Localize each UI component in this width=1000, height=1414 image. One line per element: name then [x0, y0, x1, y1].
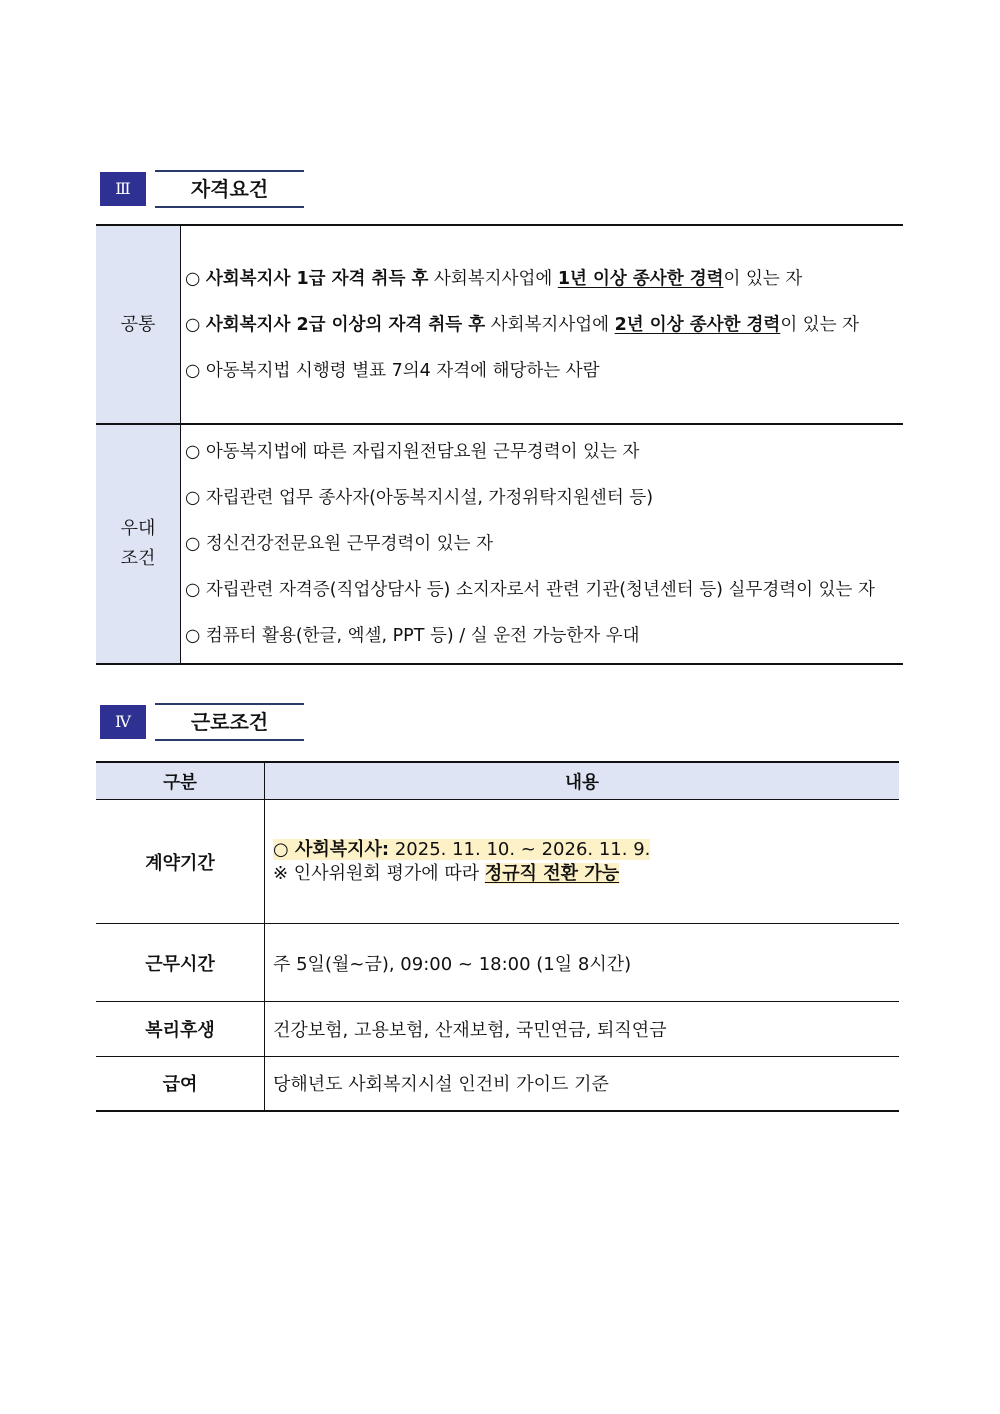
text: 사회복지사업에	[428, 268, 558, 289]
text: 이 있는 자	[780, 314, 860, 335]
list-item: ○ 컴퓨터 활용(한글, 엑셀, PPT 등) / 실 운전 가능한자 우대	[185, 626, 640, 646]
bullet: ○	[185, 268, 206, 289]
table-row-hours	[96, 924, 899, 1002]
section-number: Ⅲ	[100, 172, 146, 206]
common-items	[181, 225, 904, 424]
label-line: 조건	[120, 548, 156, 569]
text: ※ 인사위원회 평가에 따라	[273, 862, 485, 884]
qualifications-table	[96, 224, 903, 665]
row-label: 복리후생	[96, 1002, 265, 1057]
section-title: 근로조건	[155, 703, 304, 741]
text: 사회복지사업에	[485, 314, 615, 335]
list-item: ○ 아동복지법 시행령 별표 7의4 자격에 해당하는 사람	[185, 360, 600, 381]
common-row	[96, 225, 903, 424]
table-row-welfare	[96, 1002, 899, 1057]
label-line: 우대	[120, 518, 156, 539]
contract-value	[265, 800, 900, 924]
column-header-category: 구분	[96, 762, 265, 800]
row-label: 급여	[96, 1057, 265, 1111]
table-header-row	[96, 762, 899, 800]
row-value: 당해년도 사회복지시설 인건비 가이드 기준	[265, 1057, 900, 1111]
work-conditions-table	[96, 761, 899, 1112]
underlined-text: 1년 이상 종사한 경력	[557, 268, 724, 289]
row-label: 근무시간	[96, 924, 265, 1002]
preferred-row	[96, 424, 903, 664]
list-item	[181, 256, 903, 302]
period-text: 2025. 11. 10. ~ 2026. 11. 9.	[389, 838, 651, 860]
bold-text: 사회복지사 1급 자격 취득 후	[205, 268, 429, 289]
table-row-salary	[96, 1057, 899, 1111]
row-value: 건강보험, 고용보험, 산재보험, 국민연금, 퇴직연금	[265, 1002, 900, 1057]
underlined-text: 2년 이상 종사한 경력	[614, 314, 781, 335]
section-number: Ⅳ	[100, 705, 146, 739]
column-header-content: 내용	[265, 762, 900, 800]
section-title: 자격요건	[155, 170, 304, 208]
list-item: ○ 정신건강전문요원 근무경력이 있는 자	[185, 534, 493, 554]
common-label: 공통	[96, 225, 181, 424]
preferred-label	[96, 424, 181, 664]
list-item: ○ 아동복지법에 따른 자립지원전담요원 근무경력이 있는 자	[185, 442, 640, 462]
table-row-contract	[96, 800, 899, 924]
preferred-items	[181, 424, 904, 664]
section-3-header	[100, 170, 304, 208]
bold-text: 사회복지사 2급 이상의 자격 취득 후	[205, 314, 486, 335]
underlined-text: 정규직 전환 가능	[484, 862, 620, 884]
row-value: 주 5일(월~금), 09:00 ~ 18:00 (1일 8시간)	[265, 924, 900, 1002]
bullet: ○	[185, 314, 206, 335]
list-item: ○ 자립관련 업무 종사자(아동복지시설, 가정위탁지원센터 등)	[185, 488, 654, 508]
contract-line-2	[273, 862, 899, 886]
list-item	[181, 302, 903, 348]
row-label: 계약기간	[96, 800, 265, 924]
section-4-header	[100, 703, 304, 741]
bold-text: ○ 사회복지사:	[273, 838, 390, 860]
list-item: ○ 자립관련 자격증(직업상담사 등) 소지자로서 관련 기관(청년센터 등) 실무경력이 있는 자	[185, 580, 875, 600]
contract-line-1	[273, 838, 899, 862]
text: 이 있는 자	[723, 268, 803, 289]
